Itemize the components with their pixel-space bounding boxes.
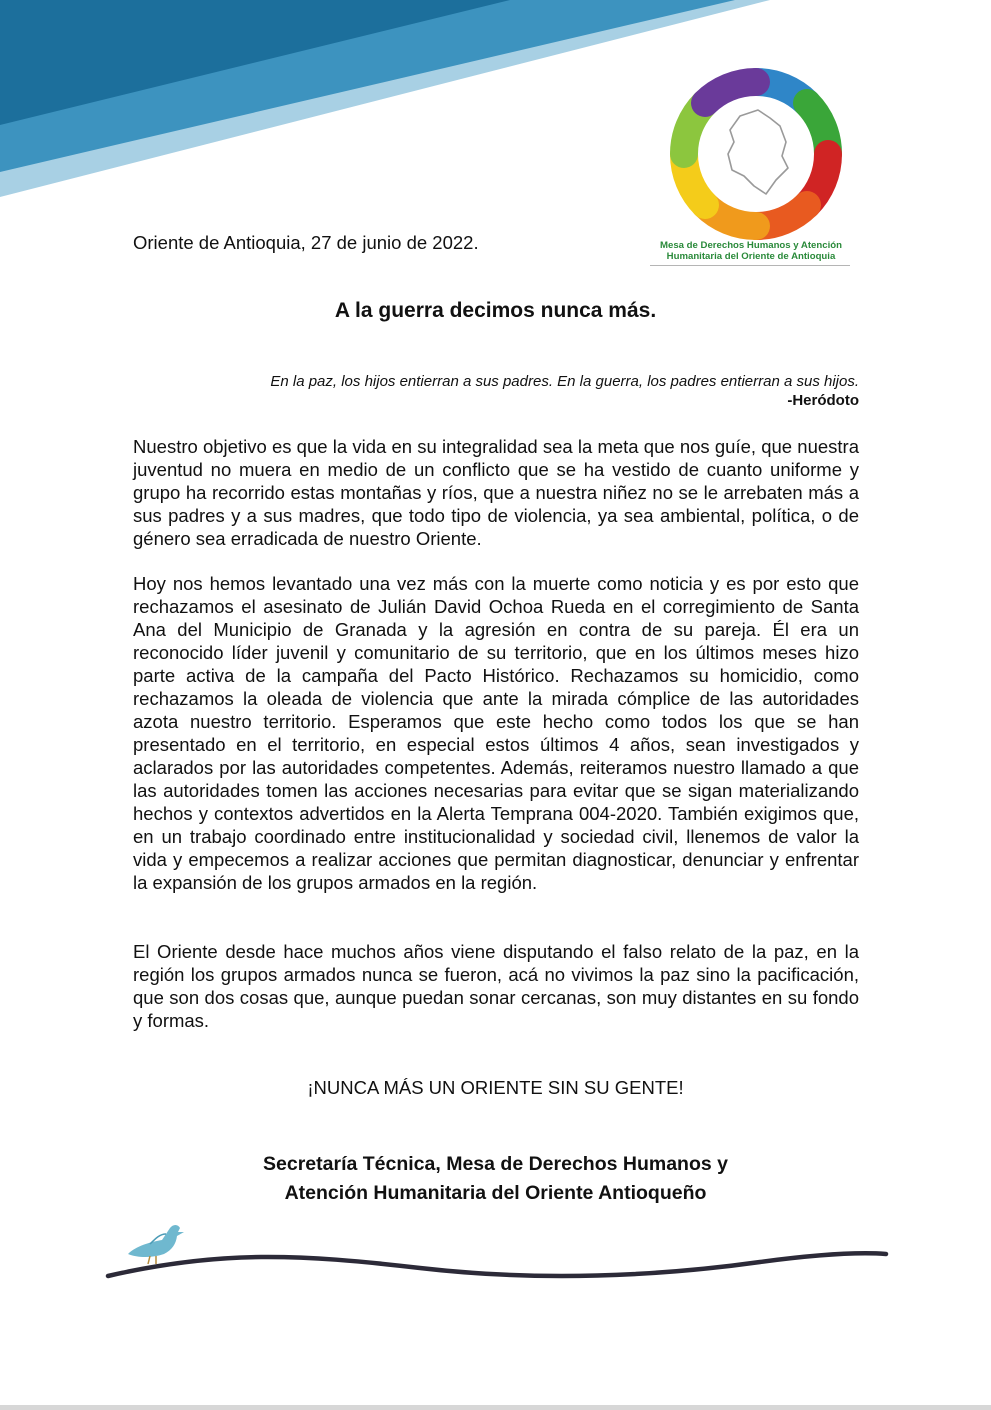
logo-underline <box>650 265 850 266</box>
epigraph-quote: En la paz, los hijos entierran a sus padres. En la guerra, los padres entierran a sus hijos. <box>270 373 859 390</box>
epigraph-author: -Heródoto <box>787 392 859 409</box>
paragraph-1: Nuestro objetivo es que la vida en su integralidad sea la meta que nos guíe, que nuestra juventud no muera en medio de un conflicto que se ha vestido de cuanto uniforme y grupo ha recorrido estas montañas y ríos, que a nuestra niñez no se le arrebaten más a sus padres y a sus madres, que todo tipo de violencia, ya sea ambiental, política, o de género sea erradicada de nuestro Oriente. <box>133 436 859 549</box>
hands-circle-logo <box>670 68 842 240</box>
document-title: A la guerra decimos nunca más. <box>334 299 657 322</box>
logo-caption <box>640 240 862 262</box>
footer-decoration <box>0 1210 991 1300</box>
signature <box>0 1150 991 1208</box>
header-banner <box>0 0 991 200</box>
dove-icon <box>128 1225 184 1264</box>
paragraph-2: Hoy nos hemos levantado una vez más con la muerte como noticia y es por esto que rechazamos el asesinato de Julián David Ochoa Rueda en el corregimiento de Santa Ana del Municipio de Granada y la agresión en contra de su pareja. Él era un reconocido líder juvenil y comunitario de su territorio, que en los últimos meses hizo parte activa de la campaña del Pacto Histórico. Rechazamos su homicidio, como rechazamos la oleada de violencia que ante la mirada cómplice de las autoridades azota nuestro territorio. Esperamos que este hecho como todos los que se han presentado en el territorio, en especial estos últimos 4 años, sean investigados y aclarados por las autoridades competentes. Además, reiteramos nuestro llamado a que las autoridades tomen las acciones necesarias para evitar que se sigan materializando hechos y contextos advertidos en la Alerta Temprana 004-2020. También exigimos que, en un trabajo coordinado entre institucionalidad y sociedad civil, llenemos de valor la vida y empecemos a realizar acciones que permitan diagnosticar, denunciar y enfrentar la expansión de los grupos armados en la región. <box>133 573 859 893</box>
date-line: Oriente de Antioquia, 27 de junio de 2022. <box>133 232 479 253</box>
slogan: ¡NUNCA MÁS UN ORIENTE SIN SU GENTE! <box>307 1077 684 1098</box>
footer-wave-line <box>108 1253 886 1276</box>
signature-line2: Atención Humanitaria del Oriente Antioqueño <box>284 1182 707 1204</box>
paragraph-3: El Oriente desde hace muchos años viene disputando el falso relato de la paz, en la región los grupos armados nunca se fueron, acá no vivimos la paz sino la pacificación, que son dos cosas que, aunque puedan sonar cercanas, son muy distantes en su fondo y formas. <box>133 941 859 1031</box>
page-bottom-edge <box>0 1405 991 1410</box>
logo-caption-line2: Humanitaria del Oriente de Antioquia <box>666 251 836 262</box>
signature-line1: Secretaría Técnica, Mesa de Derechos Humanos y <box>263 1153 728 1175</box>
logo-caption-line1: Mesa de Derechos Humanos y Atención <box>660 240 842 251</box>
